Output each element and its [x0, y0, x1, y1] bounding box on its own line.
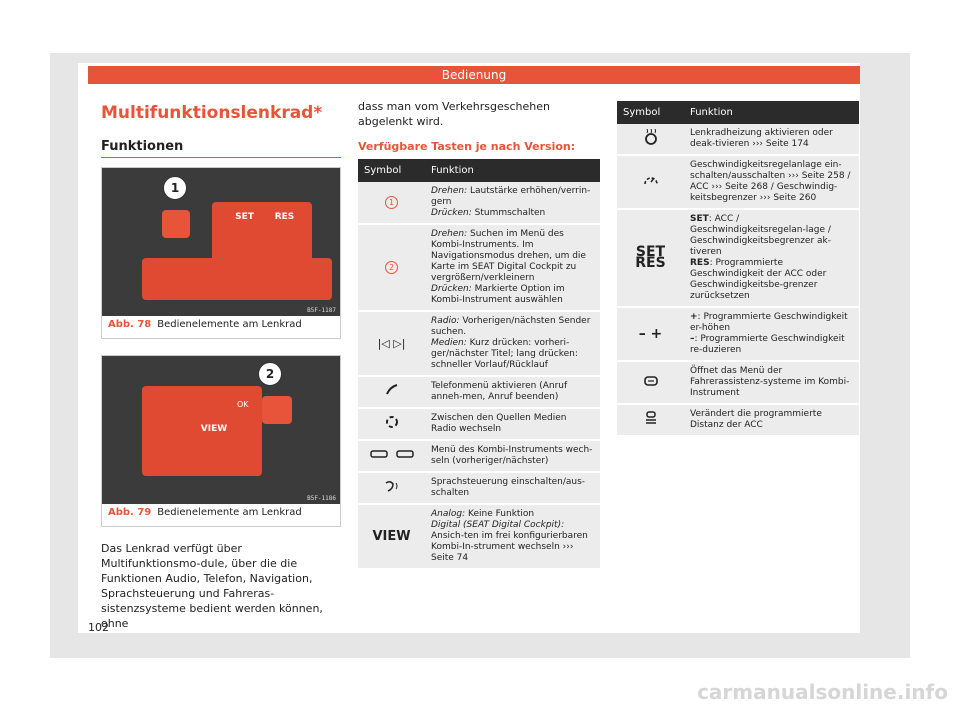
row-text: Keine Funktion [465, 509, 535, 519]
figure-caption [102, 504, 340, 526]
row-label: – [690, 334, 695, 344]
source-icon [384, 414, 400, 430]
figure-caption-text: Bedienelemente am Lenkrad [157, 507, 302, 518]
row-text: Sprachsteuerung einschalten/aus-schalten [425, 472, 600, 504]
driver-assist-icon [642, 374, 660, 388]
skip-prev-next-icon: |◁ ▷| [377, 337, 406, 350]
table-row [617, 124, 859, 155]
row-text: : Programmierte Geschwindigkeit re-duzieren [690, 334, 845, 355]
table-row [617, 404, 859, 436]
row-text: Geschwindigkeitsregelanlage ein-schalten/ausschalten ››› Seite 258 / ACC ››› Seite 268 / Geschwindig-keitsbegrenzer ››› Seite 260 [684, 155, 859, 209]
row-label: Drücken: [431, 208, 472, 218]
figure-caption-text: Bedienelemente am Lenkrad [157, 319, 302, 330]
buttons-table-2 [617, 101, 859, 437]
row-label: Medien: [431, 338, 467, 348]
volume-roller [162, 210, 190, 238]
row-text: Markierte Option im Kombi-Instrument auswählen [431, 284, 565, 305]
callout-2: 2 [258, 362, 282, 386]
page-title: Multifunktionslenkrad* [101, 103, 323, 123]
ok-label: OK [237, 400, 249, 409]
available-buttons-heading: Verfügbare Tasten je nach Version: [358, 140, 576, 153]
table-row [358, 376, 600, 408]
row-text: Lenkradheizung aktivieren oder deak-tivieren ››› Seite 174 [684, 124, 859, 155]
voice-control-icon [383, 479, 401, 493]
buttons-table-1 [358, 159, 600, 570]
body-paragraph-continued: dass man vom Verkehrsgeschehen abgelenkt wird. [358, 100, 550, 128]
table-row [358, 504, 600, 569]
figure-caption [102, 316, 340, 338]
phone-icon [384, 383, 400, 397]
column-header-function: Funktion [425, 159, 600, 182]
row-label: Digital (SEAT Digital Cockpit): [431, 520, 565, 530]
table-row [358, 182, 600, 224]
figure-code: B5F-1186 [307, 495, 336, 502]
row-text: : ACC / Geschwindigkeitsregelan-lage / Geschwindigkeitsbegrenzer ak-tiveren [690, 214, 831, 257]
section-header: Bedienung [88, 66, 860, 84]
minus-plus-icon: – + [638, 325, 663, 342]
section-subtitle: Funktionen [101, 139, 184, 154]
table-row [358, 408, 600, 440]
table-row [358, 472, 600, 504]
row-text: Stummschalten [471, 208, 546, 218]
table-header-row [617, 101, 859, 124]
column-header-symbol: Symbol [358, 159, 425, 182]
figure-label: Abb. 78 [108, 319, 152, 330]
distance-icon [643, 410, 659, 426]
row-text: Telefonmenü aktivieren (Anruf anneh-men, Anruf beenden) [425, 376, 600, 408]
table-row [617, 155, 859, 209]
column-header-function: Funktion [684, 101, 859, 124]
row-text: : Programmierte Geschwindigkeit er-höhen [690, 312, 848, 333]
lower-panel [142, 258, 332, 300]
body-paragraph: Das Lenkrad verfügt über Multifunktionsmo-dule, über die die Funktionen Audio, Telefon, Navigation, Sprachsteuerung und Fahreras-sistenzsysteme bedient werden können, ohne [101, 542, 323, 630]
callout-2-icon: 2 [385, 261, 398, 274]
column-header-symbol: Symbol [617, 101, 684, 124]
row-label: Analog: [431, 509, 466, 519]
row-label: Drehen: [431, 186, 468, 196]
row-text: : Programmierte Geschwindigkeit der ACC oder Geschwindigkeitsbe-grenzer zurücksetzen [690, 258, 827, 301]
row-text: Lautstärke erhöhen/verrin-gern [431, 186, 591, 207]
table-row [617, 209, 859, 307]
table-row [617, 361, 859, 404]
table-header-row [358, 159, 600, 182]
figure-79 [101, 355, 341, 527]
callout-1: 1 [163, 176, 187, 200]
steering-wheel-heating-icon [642, 129, 660, 145]
row-text: Vorherigen/nächsten Sender suchen. [431, 316, 591, 337]
row-text: Menü des Kombi-Instruments wech-seln (vorheriger/nächster) [425, 440, 600, 472]
callout-1-icon: 1 [385, 196, 398, 209]
row-label: Radio: [431, 316, 460, 326]
table-row [358, 224, 600, 311]
row-label: SET [690, 214, 709, 224]
set-button-illustration: SET [227, 212, 262, 230]
row-text: Suchen im Menü des Kombi-Instruments. Im Navigationsmodus drehen, um die Karte im SEAT Digital Cockpit zu vergrößern/verkleinern [431, 229, 586, 283]
row-text: Ansich-ten im frei konfigurierbaren Kombi-In-strument wechseln ››› Seite 74 [431, 531, 588, 563]
table-row [358, 440, 600, 472]
figure-code: B5F-1187 [307, 307, 336, 314]
res-button-illustration: RES [267, 212, 302, 230]
row-text: Kurz drücken: vorheri-ger/nächster Titel; lang drücken: schneller Vorlauf/Rücklauf [431, 338, 578, 370]
row-label: Drücken: [431, 284, 472, 294]
set-res-icon: SET RES [635, 244, 666, 271]
table-row [617, 307, 859, 361]
menu-roller [262, 396, 292, 424]
table-row [358, 311, 600, 376]
row-label: + [690, 312, 698, 322]
menu-prev-next-icon [370, 449, 414, 459]
watermark: carmanualsonline.info [697, 680, 948, 704]
view-icon: VIEW [372, 529, 411, 544]
cruise-control-icon [642, 172, 660, 188]
steering-wheel-controls-left-image [102, 356, 340, 504]
row-label: Drehen: [431, 229, 468, 239]
figure-78 [101, 167, 341, 339]
view-button-illustration: VIEW [194, 424, 234, 442]
title-rule [101, 157, 341, 158]
steering-wheel-controls-right-image [102, 168, 340, 316]
row-label: RES [690, 258, 710, 268]
control-panel [212, 202, 312, 262]
row-text: Verändert die programmierte Distanz der ACC [684, 404, 859, 436]
row-text: Öffnet das Menü der Fahrerassistenz-systeme im Kombi-Instrument [684, 361, 859, 404]
figure-label: Abb. 79 [108, 507, 152, 518]
page-number: 102 [88, 621, 109, 634]
row-text: Zwischen den Quellen Medien Radio wechseln [425, 408, 600, 440]
